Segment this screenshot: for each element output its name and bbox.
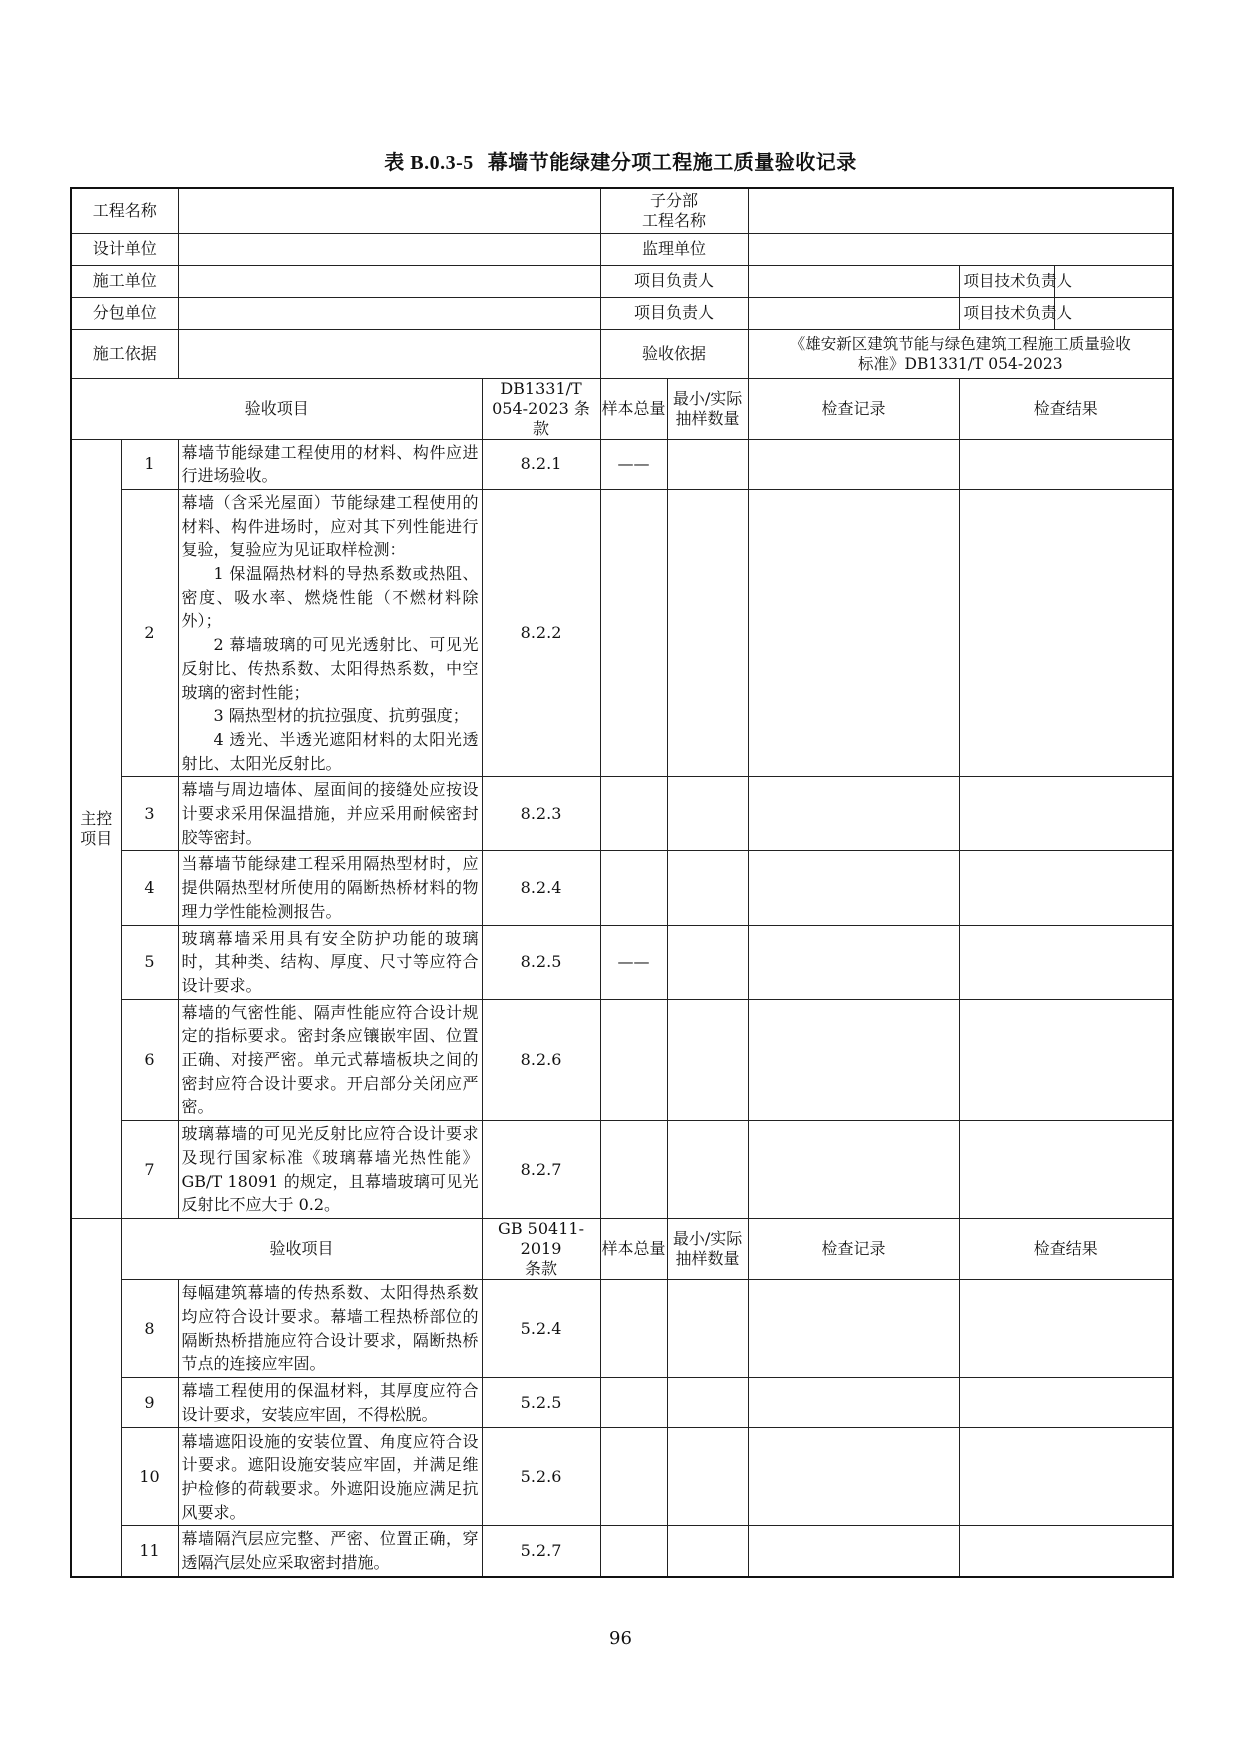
sub-tech-manager-label: 项目技术负责人	[959, 297, 1054, 329]
table-row	[71, 925, 1173, 999]
item-min-sample[interactable]	[667, 1428, 748, 1526]
item-min-sample[interactable]	[667, 1526, 748, 1577]
subcontract-unit-row	[71, 297, 1173, 329]
item-no: 8	[121, 1280, 178, 1378]
item-sample-total[interactable]	[600, 1280, 667, 1378]
item-min-sample[interactable]	[667, 489, 748, 776]
table-row	[71, 1526, 1173, 1577]
item-result[interactable]	[959, 1526, 1173, 1577]
construction-unit-value[interactable]	[178, 265, 600, 297]
item-no: 4	[121, 851, 178, 925]
item-result[interactable]	[959, 1428, 1173, 1526]
item-no: 10	[121, 1428, 178, 1526]
section2-record-label: 检查记录	[748, 1219, 959, 1280]
item-no: 1	[121, 439, 178, 489]
sub-project-label: 子分部 工程名称	[600, 188, 748, 233]
item-record[interactable]	[748, 1280, 959, 1378]
item-no: 7	[121, 1121, 178, 1219]
table-row	[71, 1378, 1173, 1428]
item-desc: 幕墙的气密性能、隔声性能应符合设计规定的指标要求。密封条应镶嵌牢固、位置正确、对接严密。单元式幕墙板块之间的密封应符合设计要求。开启部分关闭应严密。	[178, 999, 482, 1121]
item-desc: 幕墙遮阳设施的安装位置、角度应符合设计要求。遮阳设施安装应牢固，并满足维护检修的荷载要求。外遮阳设施应满足抗风要求。	[178, 1428, 482, 1526]
design-unit-row	[71, 233, 1173, 265]
table-code: 表 B.0.3-5	[384, 152, 474, 174]
project-name-value[interactable]	[178, 188, 600, 233]
sub-project-manager-label: 项目负责人	[600, 297, 748, 329]
item-record[interactable]	[748, 777, 959, 851]
tech-manager-label: 项目技术负责人	[959, 265, 1054, 297]
item-min-sample[interactable]	[667, 925, 748, 999]
acceptance-basis-label: 验收依据	[600, 329, 748, 378]
section2-min-sample-label: 最小/实际 抽样数量	[667, 1219, 748, 1280]
section2-result-label: 检查结果	[959, 1219, 1173, 1280]
sub-project-value[interactable]	[748, 188, 1173, 233]
item-record[interactable]	[748, 489, 959, 776]
item-result[interactable]	[959, 1280, 1173, 1378]
section2-sample-total-label: 样本总量	[600, 1219, 667, 1280]
item-result[interactable]	[959, 777, 1173, 851]
item-sample-total: ——	[600, 439, 667, 489]
item-clause: 8.2.4	[482, 851, 600, 925]
item-sample-total	[600, 777, 667, 851]
item-record[interactable]	[748, 851, 959, 925]
item-min-sample[interactable]	[667, 439, 748, 489]
subcontract-unit-label: 分包单位	[71, 297, 178, 329]
sub-project-manager-value[interactable]	[748, 297, 959, 329]
table-row	[71, 851, 1173, 925]
item-min-sample[interactable]	[667, 999, 748, 1121]
design-unit-value[interactable]	[178, 233, 600, 265]
item-result[interactable]	[959, 439, 1173, 489]
acceptance-basis-value: 《雄安新区建筑节能与绿色建筑工程施工质量验收 标准》DB1331/T 054-2023	[748, 329, 1173, 378]
section2-header-row	[71, 1219, 1173, 1280]
item-desc: 幕墙隔汽层应完整、严密、位置正确，穿透隔汽层处应采取密封措施。	[178, 1526, 482, 1577]
item-desc: 幕墙工程使用的保温材料，其厚度应符合设计要求，安装应牢固，不得松脱。	[178, 1378, 482, 1428]
project-manager-label: 项目负责人	[600, 265, 748, 297]
item-record[interactable]	[748, 439, 959, 489]
item-clause: 8.2.5	[482, 925, 600, 999]
project-name-label: 工程名称	[71, 188, 178, 233]
design-unit-label: 设计单位	[71, 233, 178, 265]
item-no: 9	[121, 1378, 178, 1428]
section1-clause-label: DB1331/T 054-2023 条款	[482, 378, 600, 439]
item-no: 5	[121, 925, 178, 999]
item-no: 2	[121, 489, 178, 776]
item-no: 6	[121, 999, 178, 1121]
item-result[interactable]	[959, 1121, 1173, 1219]
table-row	[71, 439, 1173, 489]
item-clause: 5.2.6	[482, 1428, 600, 1526]
category-main-control-cont	[71, 1219, 121, 1577]
item-desc: 幕墙与周边墙体、屋面间的接缝处应按设计要求采用保温措施，并应采用耐候密封胶等密封。	[178, 777, 482, 851]
section1-item-label: 验收项目	[71, 378, 482, 439]
construction-unit-row	[71, 265, 1173, 297]
item-result[interactable]	[959, 925, 1173, 999]
item-sample-total	[600, 1121, 667, 1219]
item-clause: 8.2.6	[482, 999, 600, 1121]
project-manager-value[interactable]	[748, 265, 959, 297]
item-clause: 5.2.5	[482, 1378, 600, 1428]
item-min-sample[interactable]	[667, 1280, 748, 1378]
item-no: 3	[121, 777, 178, 851]
page-title	[0, 146, 1241, 175]
item-result[interactable]	[959, 851, 1173, 925]
section2-item-label: 验收项目	[121, 1219, 482, 1280]
table-title-text: 幕墙节能绿建分项工程施工质量验收记录	[487, 150, 857, 174]
item-sample-total[interactable]	[600, 1526, 667, 1577]
project-name-row	[71, 188, 1173, 233]
section1-min-sample-label: 最小/实际 抽样数量	[667, 378, 748, 439]
item-clause: 5.2.4	[482, 1280, 600, 1378]
table-row	[71, 999, 1173, 1121]
table-row	[71, 777, 1173, 851]
section1-record-label: 检查记录	[748, 378, 959, 439]
item-clause: 8.2.7	[482, 1121, 600, 1219]
item-desc: 幕墙节能绿建工程使用的材料、构件应进行进场验收。	[178, 439, 482, 489]
item-sample-total	[600, 851, 667, 925]
item-result[interactable]	[959, 489, 1173, 776]
page-number: 96	[609, 1628, 632, 1649]
item-no: 11	[121, 1526, 178, 1577]
table-row	[71, 1121, 1173, 1219]
item-desc: 幕墙（含采光屋面）节能绿建工程使用的材料、构件进场时，应对其下列性能进行复验，复验应为见证取样检测： 1 保温隔热材料的导热系数或热阻、密度、吸水率、燃烧性能（不燃材料除外）； 2 幕墙玻璃的可见光透射比、可见光反射比、传热系数、太阳得热系数，中空玻璃的密封性能； 3 隔热型材的抗拉强度、抗剪强度； 4 透光、半透光遮阳材料的太阳光透射比、太阳光反射比。	[178, 489, 482, 776]
item-record[interactable]	[748, 1428, 959, 1526]
item-min-sample[interactable]	[667, 777, 748, 851]
basis-row	[71, 329, 1173, 378]
construction-basis-value[interactable]	[178, 329, 600, 378]
section1-sample-total-label: 样本总量	[600, 378, 667, 439]
item-sample-total[interactable]	[600, 1378, 667, 1428]
item-record[interactable]	[748, 925, 959, 999]
item-min-sample[interactable]	[667, 851, 748, 925]
supervision-unit-value[interactable]	[748, 233, 1173, 265]
item-sample-total: ——	[600, 925, 667, 999]
section2-clause-label: GB 50411-2019 条款	[482, 1219, 600, 1280]
section1-result-label: 检查结果	[959, 378, 1173, 439]
item-sample-total	[600, 999, 667, 1121]
item-desc: 当幕墙节能绿建工程采用隔热型材时，应提供隔热型材所使用的隔断热桥材料的物理力学性能检测报告。	[178, 851, 482, 925]
acceptance-record-table	[70, 187, 1174, 1578]
construction-unit-label: 施工单位	[71, 265, 178, 297]
item-clause: 8.2.2	[482, 489, 600, 776]
supervision-unit-label: 监理单位	[600, 233, 748, 265]
item-record[interactable]	[748, 1526, 959, 1577]
section1-header-row	[71, 378, 1173, 439]
table-row	[71, 1280, 1173, 1378]
item-clause: 5.2.7	[482, 1526, 600, 1577]
item-desc: 玻璃幕墙的可见光反射比应符合设计要求及现行国家标准《玻璃幕墙光热性能》GB/T 18091 的规定，且幕墙玻璃可见光反射比不应大于 0.2。	[178, 1121, 482, 1219]
item-sample-total[interactable]	[600, 1428, 667, 1526]
item-desc: 玻璃幕墙采用具有安全防护功能的玻璃时，其种类、结构、厚度、尺寸等应符合设计要求。	[178, 925, 482, 999]
item-record[interactable]	[748, 1378, 959, 1428]
table-row	[71, 1428, 1173, 1526]
item-result[interactable]	[959, 999, 1173, 1121]
construction-basis-label: 施工依据	[71, 329, 178, 378]
item-result[interactable]	[959, 1378, 1173, 1428]
item-record[interactable]	[748, 1121, 959, 1219]
item-clause: 8.2.1	[482, 439, 600, 489]
item-record[interactable]	[748, 999, 959, 1121]
item-sample-total	[600, 489, 667, 776]
category-main-control: 主控 项目	[71, 439, 121, 1219]
item-desc: 每幅建筑幕墙的传热系数、太阳得热系数均应符合设计要求。幕墙工程热桥部位的隔断热桥措施应符合设计要求，隔断热桥节点的连接应牢固。	[178, 1280, 482, 1378]
item-min-sample[interactable]	[667, 1378, 748, 1428]
subcontract-unit-value[interactable]	[178, 297, 600, 329]
table-row	[71, 489, 1173, 776]
item-min-sample[interactable]	[667, 1121, 748, 1219]
item-clause: 8.2.3	[482, 777, 600, 851]
